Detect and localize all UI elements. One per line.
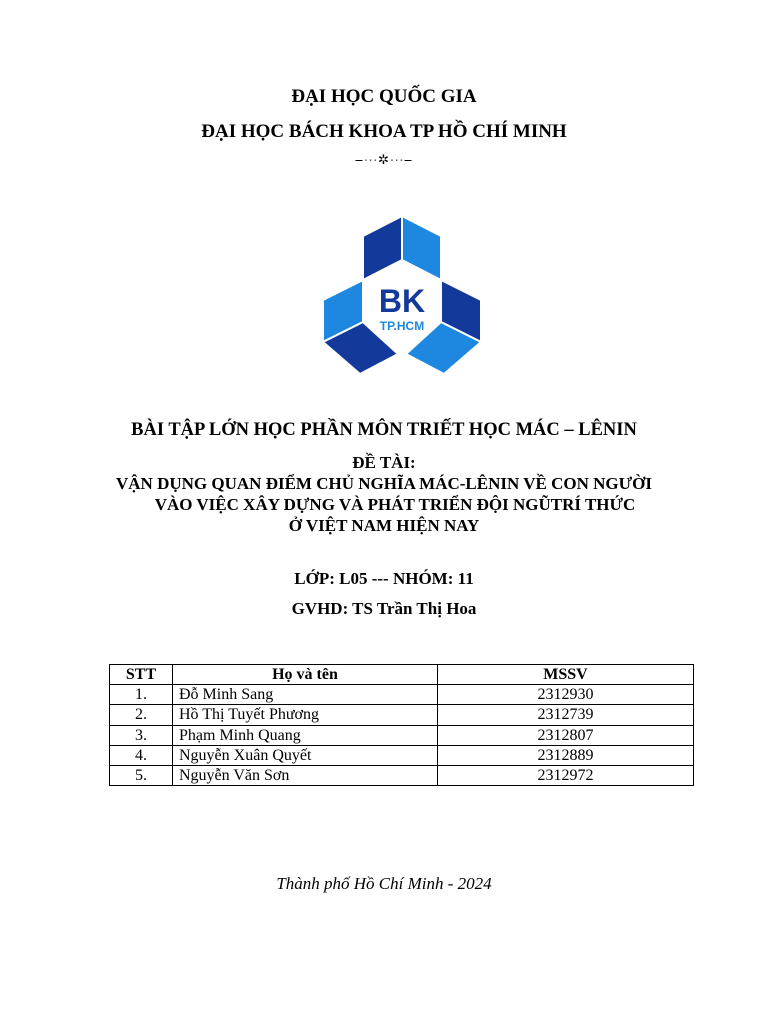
- table-row: [110, 765, 694, 785]
- cell-name: Hồ Thị Tuyết Phương: [173, 705, 438, 725]
- table-header-row: [110, 665, 694, 685]
- topic-line-2: VÀO VIỆC XÂY DỰNG VÀ PHÁT TRIỂN ĐỘI NGŨTRÍ THỨC: [154, 495, 636, 514]
- header-stt: STT: [110, 665, 173, 685]
- university-name: ĐẠI HỌC QUỐC GIA: [291, 86, 477, 107]
- cell-name: Đỗ Minh Sang: [173, 685, 438, 705]
- cell-stt: 5.: [110, 765, 173, 785]
- topic-label: ĐỀ TÀI:: [352, 453, 416, 472]
- school-name: ĐẠI HỌC BÁCH KHOA TP HỒ CHÍ MINH: [201, 121, 567, 142]
- cell-stt: 2.: [110, 705, 173, 725]
- cell-stt: 3.: [110, 725, 173, 745]
- members-table: [109, 664, 694, 786]
- cell-name: Nguyễn Xuân Quyết: [173, 745, 438, 765]
- logo-text-sub: TP.HCM: [379, 319, 425, 333]
- assignment-title: BÀI TẬP LỚN HỌC PHẦN MÔN TRIẾT HỌC MÁC – LÊNIN: [131, 420, 637, 440]
- cell-stt: 1.: [110, 685, 173, 705]
- header-name: Họ và tên: [173, 665, 438, 685]
- table-row: [110, 745, 694, 765]
- cell-mssv: 2312807: [438, 725, 694, 745]
- table-row: [110, 725, 694, 745]
- logo-text-main: BK: [378, 283, 426, 319]
- table-row: [110, 685, 694, 705]
- location-year: Thành phố Hồ Chí Minh - 2024: [276, 874, 492, 893]
- cell-name: Nguyễn Văn Sơn: [173, 765, 438, 785]
- header-mssv: MSSV: [438, 665, 694, 685]
- cell-stt: 4.: [110, 745, 173, 765]
- bk-logo: [316, 214, 488, 382]
- cell-name: Phạm Minh Quang: [173, 725, 438, 745]
- class-group: LỚP: L05 --- NHÓM: 11: [294, 569, 474, 588]
- cell-mssv: 2312739: [438, 705, 694, 725]
- advisor: GVHD: TS Trần Thị Hoa: [291, 599, 477, 618]
- topic-line-1: VẬN DỤNG QUAN ĐIỂM CHỦ NGHĨA MÁC-LÊNIN VỀ CON NGƯỜI: [116, 474, 652, 493]
- cell-mssv: 2312930: [438, 685, 694, 705]
- topic-line-3: Ở VIỆT NAM HIỆN NAY: [288, 516, 480, 535]
- cell-mssv: 2312889: [438, 745, 694, 765]
- cell-mssv: 2312972: [438, 765, 694, 785]
- table-row: [110, 705, 694, 725]
- ornament-divider: ⎯⋯✲⋯⎯: [355, 153, 413, 168]
